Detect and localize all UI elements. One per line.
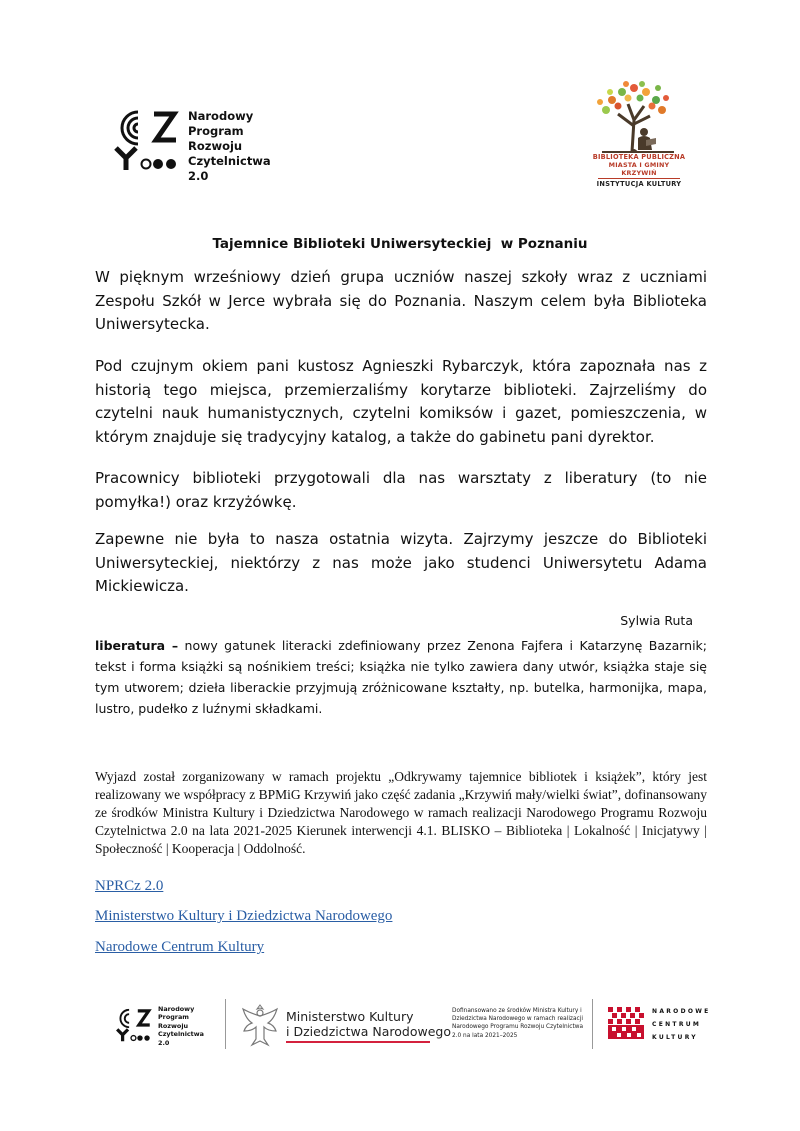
library-institution: INSTYTUCJA KULTURY xyxy=(596,180,682,188)
nprc-logo xyxy=(112,106,292,190)
library-name-line2: MIASTA I GMINY KRZYWIŃ xyxy=(608,161,670,177)
footer-divider xyxy=(225,999,226,1049)
library-caption xyxy=(592,153,686,189)
nprc-line: Narodowy xyxy=(188,109,254,123)
article-paragraph: Pracownicy biblioteki przygotowali dla nas warsztaty z liberatury (to nie pomyłka!) oraz krzyżówkę. xyxy=(95,469,707,511)
link-nprcz[interactable]: NPRCz 2.0 xyxy=(95,878,164,894)
definition-term: liberatura – xyxy=(95,638,179,653)
ministry-line: Ministerstwo Kultury xyxy=(286,1009,414,1024)
nprc-line: Czytelnictwa xyxy=(158,1030,204,1039)
ministry-line: i Dziedzictwa Narodowego xyxy=(286,1024,451,1039)
nprc-line: Narodowy xyxy=(158,1005,195,1013)
nck-mark-icon xyxy=(606,1005,646,1043)
nprc-mark-icon xyxy=(115,1007,153,1043)
ministry-red-underline xyxy=(286,1041,430,1043)
footer-nck-text xyxy=(652,1005,711,1044)
nck-line: NARODOWE xyxy=(652,1008,711,1015)
nprc-line: 2.0 xyxy=(188,169,209,183)
footer-nprc-text xyxy=(158,1005,204,1047)
footer-nprc-logo xyxy=(115,1005,220,1050)
nprc-line: Program xyxy=(158,1013,189,1022)
author-signature: Sylwia Ruta xyxy=(620,613,693,628)
reading-tree-icon xyxy=(582,80,692,154)
footer-nck-logo xyxy=(606,1005,716,1045)
nprc-line: Program xyxy=(188,124,244,138)
footer-funding-note: Dofinansowano ze środków Ministra Kultury i Dziedzictwa Narodowego w ramach realizacji Narodowego Programu Rozwoju Czytelnictwa 2.0 na lata 2021–2025 xyxy=(452,1008,584,1039)
polish-eagle-icon xyxy=(240,1001,280,1047)
nprc-mark-icon xyxy=(112,108,182,172)
nprc-line: Rozwoju xyxy=(158,1021,189,1030)
nck-line: KULTURY xyxy=(652,1034,698,1041)
article-paragraph: Zapewne nie była to nasza ostatnia wizyta. Zajrzymy jeszcze do Biblioteki Uniwersyteckiej, niektórzy z nas może jako studenci Uniwersytetu Adama Mickiewicza. xyxy=(95,530,707,595)
footer-ministry-text xyxy=(286,1009,451,1039)
nck-line: CENTRUM xyxy=(652,1021,702,1028)
article-paragraph: Pod czujnym okiem pani kustosz Agnieszki Rybarczyk, która zapoznała nas z historią tego miejsca, przemierzaliśmy korytarze biblioteki. Zajrzeliśmy do czytelni nauk humanistycznych, czytelni komiksów i gazet, pomieszczenia, w którym znajduje się tradycyjny katalog, a także do gabinetu pani dyrektor. xyxy=(95,357,707,446)
link-ministry[interactable]: Ministerstwo Kultury i Dziedzictwa Narodowego xyxy=(95,908,393,924)
nprc-line: Czytelnictwa xyxy=(188,154,271,168)
definition-text: nowy gatunek literacki zdefiniowany przez Zenona Fajfera i Katarzynę Bazarnik; tekst i forma książki są nośnikiem treści; książka nie tylko zawiera dany utwór, książka staje się tym utworem; dzieła liberackie przyjmują zróżnicowane kształty, np. butelka, harmonijka, mapa, lustro, pudełko z luźnymi składkami. xyxy=(95,638,707,716)
article-paragraph: W pięknym wrześniowy dzień grupa uczniów naszej szkoły wraz z uczniami Zespołu Szkół w Jerce wybrała się do Poznania. Naszym celem była Biblioteka Uniwersytecka. xyxy=(95,268,707,333)
library-divider xyxy=(598,178,680,179)
footer-divider xyxy=(592,999,593,1049)
footer-ministry-logo xyxy=(240,1001,451,1049)
library-logo xyxy=(582,80,692,190)
article-title: Tajemnice Biblioteki Uniwersyteckiej w Poznaniu xyxy=(212,236,588,252)
link-nck[interactable]: Narodowe Centrum Kultury xyxy=(95,939,265,955)
library-name-line1: BIBLIOTEKA PUBLICZNA xyxy=(592,153,686,161)
liberatura-definition xyxy=(95,635,707,719)
footer-logos xyxy=(0,995,800,1055)
nprc-logo-text xyxy=(188,109,271,184)
nprc-line: 2.0 xyxy=(158,1038,170,1047)
project-note: Wyjazd został zorganizowany w ramach projektu „Odkrywamy tajemnice bibliotek i książek”, który jest realizowany we współpracy z BPMiG Krzywiń jako część zadania „Krzywiń mały/wielki świat”, dofinansowany ze środków Ministra Kultury i Dziedzictwa Narodowego w ramach realizacji Narodowego Programu Rozwoju Czytelnictwa 2.0 na lata 2021-2025 Kierunek interwencji 4.1. BLISKO – Biblioteka | Lokalność | Inicjatywy | Społeczność | Kooperacja | Oddolność. xyxy=(95,769,707,856)
nprc-line: Rozwoju xyxy=(188,139,243,153)
